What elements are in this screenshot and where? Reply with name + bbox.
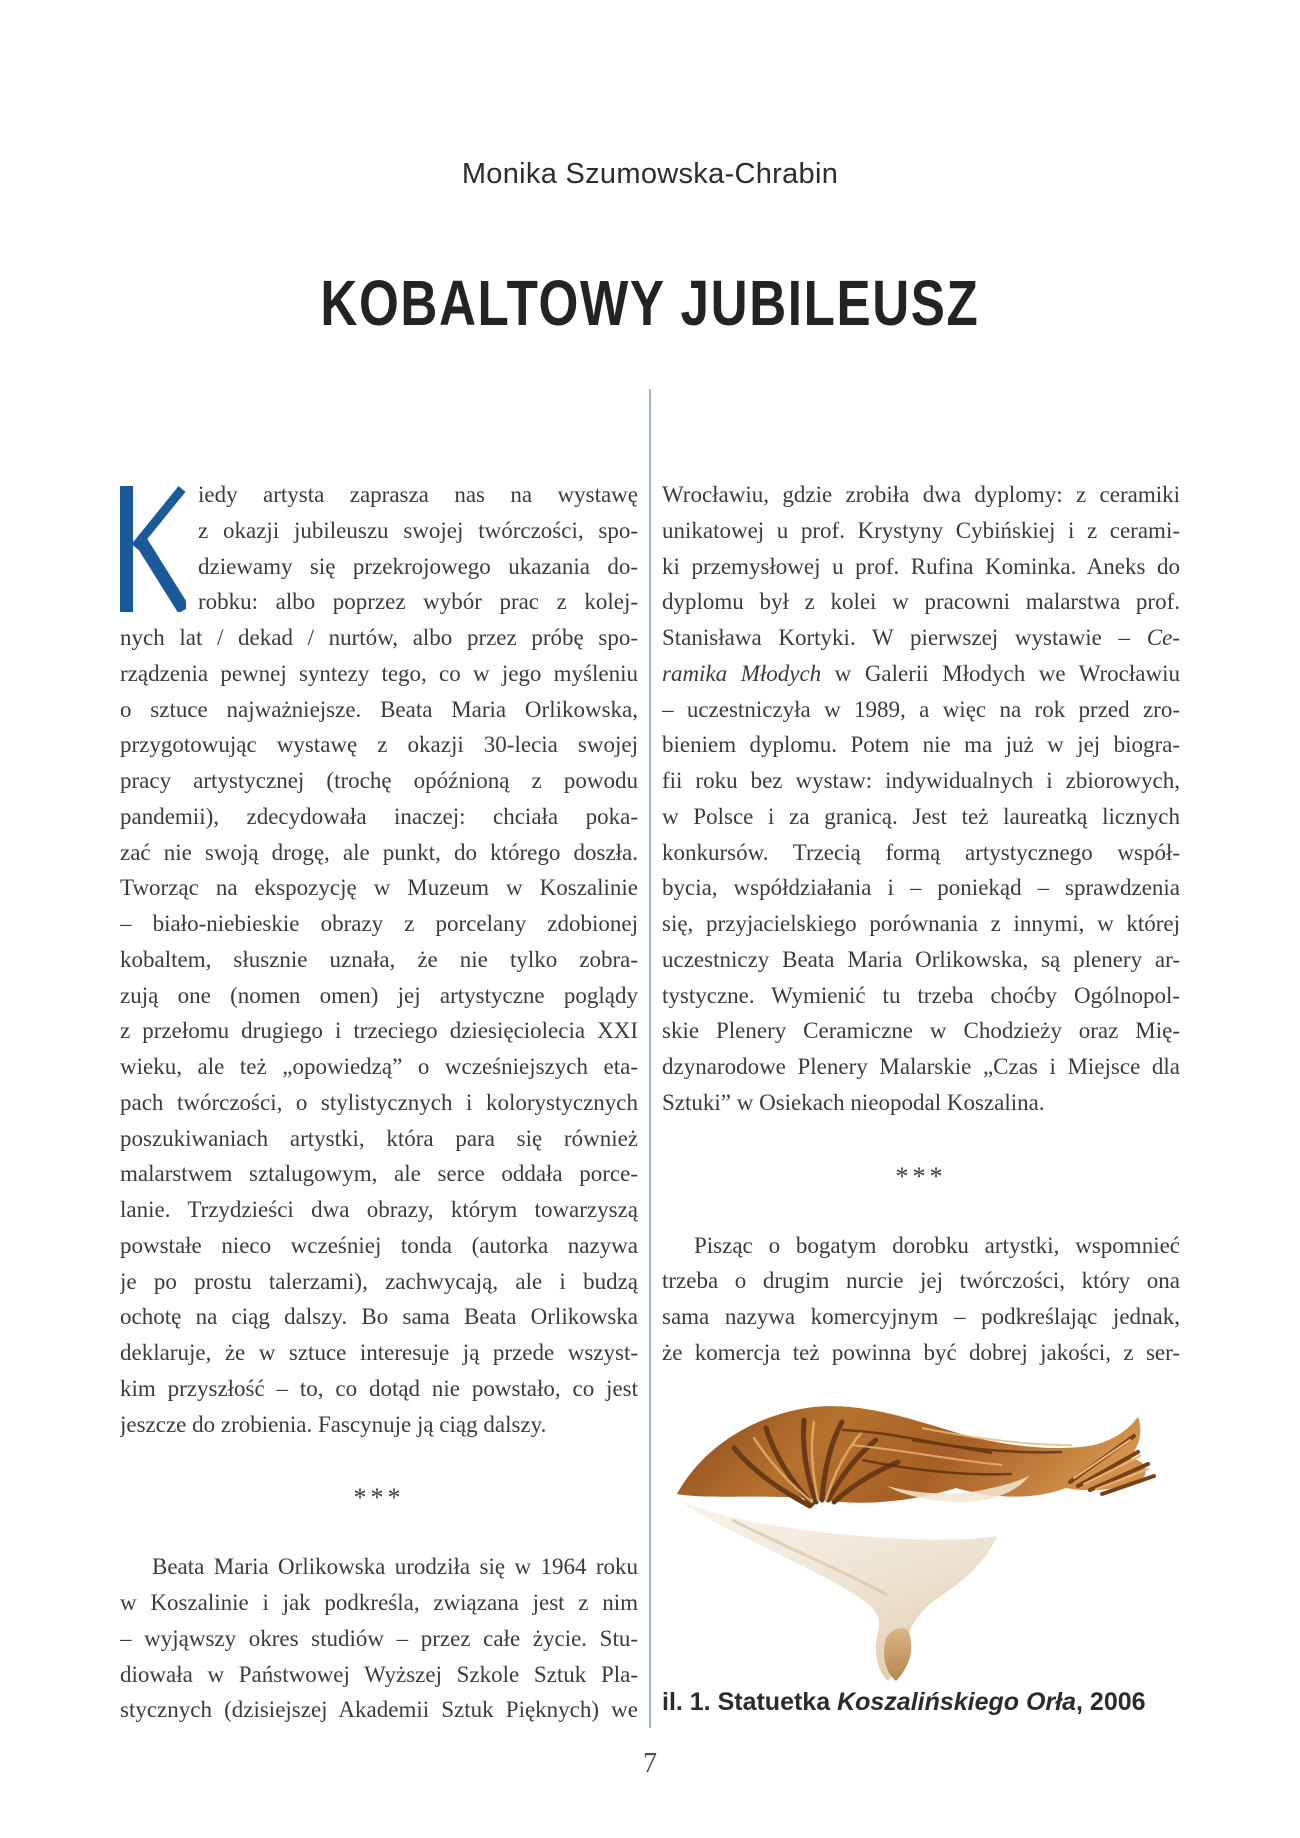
- text-line: robku: albo poprzez wybór prac z kolej-: [198, 589, 638, 615]
- text-line: w Polsce i za granicą. Jest też laureatką licznych: [662, 803, 1180, 829]
- text-line: Sztuki” w Osiekach nieopodal Koszalina.: [662, 1089, 1045, 1115]
- dropcap-letter-k: [120, 477, 198, 619]
- text-line: jeszcze do zrobienia. Fascynuje ją ciąg dalszy.: [120, 1411, 547, 1437]
- text-line: fii roku bez wystaw: indywidualnych i zbiorowych,: [662, 768, 1180, 793]
- text-line: Beata Maria Orlikowska urodziła się w 1964 roku: [152, 1554, 638, 1580]
- text-line: ochotę na ciąg dalszy. Bo sama Beata Orlikowska: [120, 1304, 638, 1330]
- text-line: zują one (nomen omen) jej artystyczne poglądy: [120, 982, 638, 1008]
- text-line: diowała w Państwowej Wyższej Szkole Sztuk Pla-: [120, 1661, 638, 1687]
- left-column: [120, 477, 638, 1728]
- text-line: pandemii), zdecydowała inaczej: chciała poka-: [120, 803, 638, 829]
- text-line: w Koszalinie i jak podkreśla, związana jest z nim: [120, 1590, 638, 1615]
- left-paragraph-2: [120, 1549, 638, 1728]
- text-line: rządzenia pewnej syntezy tego, co w jego myśleniu: [120, 660, 638, 686]
- text-line: Tworząc na ekspozycję w Muzeum w Koszalinie: [120, 875, 638, 901]
- text-line: że komercja też powinna być dobrej jakości, z ser-: [662, 1339, 1180, 1365]
- text-line: skie Plenery Ceramiczne w Chodzieży oraz Mię-: [662, 1018, 1180, 1044]
- article-title: [0, 268, 1300, 338]
- text-line: o sztuce najważniejsze. Beata Maria Orlikowska,: [120, 696, 638, 722]
- dropcap-k-glyph: [120, 486, 186, 612]
- text-line: malarstwem sztalugowym, ale serce oddała porce-: [120, 1161, 638, 1187]
- page-number: 7: [643, 1748, 657, 1779]
- text-line: dzynarodowe Plenery Malarskie „Czas i Miejsce dla: [662, 1054, 1180, 1079]
- text-line: się, przyjacielskiego porównania z innymi, w której: [662, 911, 1180, 936]
- text-line: bieniem dyplomu. Potem nie ma już w jej biogra-: [662, 732, 1180, 758]
- article-title-text: KOBALTOWY JUBILEUSZ: [320, 267, 980, 339]
- text-line: kim przyszłość – to, co dotąd nie powstało, co jest: [120, 1375, 638, 1401]
- text-line: pracy artystycznej (trochę opóźnioną z powodu: [120, 768, 638, 793]
- section-separator: ***: [895, 1161, 947, 1191]
- text-line: Wrocławiu, gdzie zrobiła dwa dyplomy: z ceramiki: [662, 482, 1180, 507]
- text-line: Stanisława Kortyki. W pierwszej wystawie – Ce-: [662, 625, 1180, 650]
- right-column: [662, 477, 1180, 1371]
- column-divider-rule: [649, 389, 651, 1728]
- text-line: z okazji jubileuszu swojej twórczości, spo-: [198, 517, 638, 543]
- text-line: trzeba o drugim nurcie jej twórczości, który ona: [662, 1268, 1180, 1294]
- text-line: wieku, ale też „opowiedzą” o wcześniejszych eta-: [120, 1054, 638, 1079]
- text-line: zać nie swoją drogę, ale punkt, do którego doszła.: [120, 839, 638, 865]
- text-line: unikatowej u prof. Krystyny Cybińskiej i z cerami-: [662, 517, 1180, 543]
- right-paragraph-2: [662, 1228, 1180, 1371]
- text-line: z przełomu drugiego i trzeciego dziesięciolecia XXI: [120, 1018, 638, 1044]
- text-line: uczestniczy Beata Maria Orlikowska, są plenery ar-: [662, 946, 1180, 972]
- right-paragraph-1: [662, 477, 1180, 1121]
- text-line: deklaruje, że w sztuce interesuje ją przede wszyst-: [120, 1340, 638, 1365]
- text-line: je po prostu talerzami), zachwycają, ale i budzą: [120, 1268, 638, 1294]
- statuette-illustration: [662, 1390, 1215, 1682]
- text-line: – biało-niebieskie obrazy z porcelany zdobionej: [120, 911, 638, 936]
- text-line: bycia, współdziałania i – poniekąd – sprawdzenia: [662, 875, 1180, 901]
- text-line: ki przemysłowej u prof. Rufina Kominka. Aneks do: [662, 553, 1180, 579]
- text-line: poszukiwaniach artystki, która para się również: [120, 1125, 638, 1151]
- text-line: Pisząc o bogatym dorobku artystki, wspomnieć: [694, 1232, 1180, 1258]
- text-line: konkursów. Trzecią formą artystycznego współ-: [662, 839, 1180, 865]
- figure-statuette-photo: [662, 1390, 1215, 1682]
- text-line: lanie. Trzydzieści dwa obrazy, którym towarzyszą: [120, 1197, 638, 1222]
- text-line: – uczestniczyła w 1989, a więc na rok przed zro-: [662, 696, 1180, 722]
- left-paragraph-1: [120, 477, 638, 1442]
- text-line: stycznych (dzisiejszej Akademii Sztuk Pięknych) we: [120, 1697, 638, 1723]
- text-line: sama nazywa komercyjnym – podkreślając jednak,: [662, 1304, 1180, 1329]
- figure-caption: il. 1. Statuetka Koszalińskiego Orła, 2006: [662, 1688, 1146, 1716]
- text-line: pach twórczości, o stylistycznych i kolorystycznych: [120, 1089, 638, 1115]
- text-line: kobaltem, słusznie uznała, że nie tylko zobra-: [120, 946, 638, 972]
- text-line: iedy artysta zaprasza nas na wystawę: [198, 482, 638, 507]
- text-line: ramika Młodych w Galerii Młodych we Wrocławiu: [662, 660, 1180, 686]
- text-line: dyplomu był z kolei w pracowni malarstwa prof.: [662, 589, 1180, 615]
- text-line: powstałe nieco wcześniej tonda (autorka nazywa: [120, 1232, 638, 1258]
- text-line: nych lat / dekad / nurtów, albo przez próbę spo-: [120, 625, 638, 650]
- text-line: tystyczne. Wymienić tu trzeba choćby Ogólnopol-: [662, 982, 1180, 1008]
- text-line: – wyjąwszy okres studiów – przez całe życie. Stu-: [120, 1625, 638, 1651]
- article-author: Monika Szumowska-Chrabin: [461, 158, 839, 190]
- text-line: przygotowując wystawę z okazji 30-lecia swojej: [120, 732, 638, 758]
- section-separator: ***: [353, 1483, 405, 1513]
- text-line: dziewamy się przekrojowego ukazania do-: [198, 553, 638, 579]
